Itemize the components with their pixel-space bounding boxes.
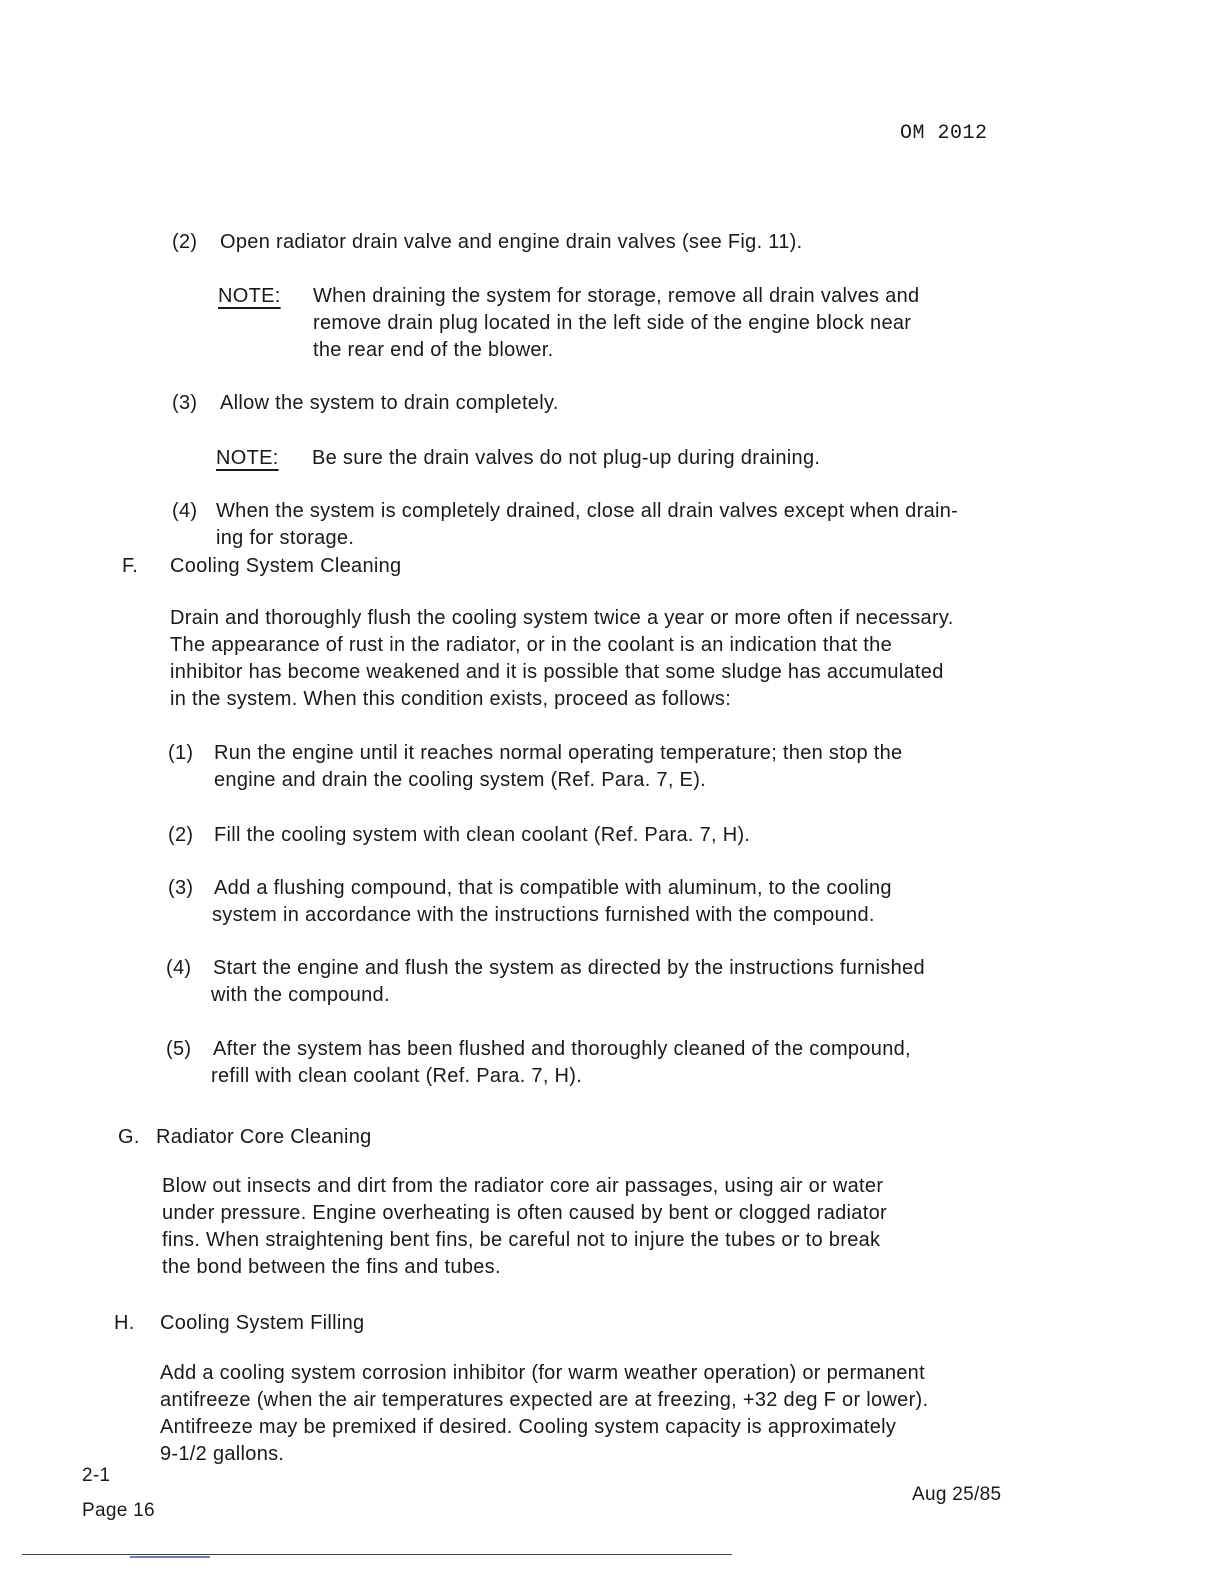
step-f-1 <box>168 740 1068 796</box>
step-number: (3) <box>168 877 194 899</box>
step-text-line: engine and drain the cooling system (Ref. Para. 7, E). <box>214 769 707 791</box>
step-e-4 <box>172 498 1072 554</box>
step-e-3 <box>172 390 1072 420</box>
note-text-line: remove drain plug located in the left side of the engine block near <box>313 312 912 334</box>
step-f-3 <box>168 875 1068 931</box>
step-number: (3) <box>172 392 198 414</box>
note-label: NOTE: <box>218 285 281 307</box>
section-heading-g <box>118 1124 518 1154</box>
step-text-line: with the compound. <box>211 984 390 1006</box>
step-text-line: When the system is completely drained, close all drain valves except when drain- <box>216 500 959 522</box>
bottom-scan-mark <box>130 1556 210 1558</box>
step-text-line: Fill the cooling system with clean coolant (Ref. Para. 7, H). <box>214 824 751 846</box>
note-1 <box>218 283 1078 367</box>
step-text-line: Add a flushing compound, that is compatible with aluminum, to the cooling <box>214 877 892 899</box>
step-number: (4) <box>172 500 198 522</box>
section-title: Cooling System Filling <box>160 1312 365 1334</box>
step-text-line: refill with clean coolant (Ref. Para. 7, H). <box>211 1065 583 1087</box>
step-text-line: After the system has been flushed and thoroughly cleaned of the compound, <box>213 1038 911 1060</box>
step-number: (4) <box>166 957 192 979</box>
paragraph-line: Blow out insects and dirt from the radiator core air passages, using air or water <box>162 1175 884 1197</box>
step-number: (2) <box>172 231 198 253</box>
paragraph-line: The appearance of rust in the radiator, or in the coolant is an indication that the <box>170 634 893 656</box>
note-text-line: Be sure the drain valves do not plug-up during draining. <box>312 447 821 469</box>
paragraph-line: Drain and thoroughly flush the cooling system twice a year or more often if necessary. <box>170 607 954 629</box>
paragraph-line: in the system. When this condition exists, proceed as follows: <box>170 688 732 710</box>
bottom-scan-rule <box>22 1554 732 1555</box>
step-number: (2) <box>168 824 194 846</box>
footer-page-number: Page 16 <box>82 1500 155 1521</box>
step-number: (5) <box>166 1038 192 1060</box>
paragraph-line: 9-1/2 gallons. <box>160 1443 285 1465</box>
note-text-line: the rear end of the blower. <box>313 339 554 361</box>
paragraph-line: antifreeze (when the air temperatures expected are at freezing, +32 deg F or lower). <box>160 1389 929 1411</box>
footer-revision-date: Aug 25/85 <box>912 1484 1002 1505</box>
step-number: (1) <box>168 742 194 764</box>
section-letter: H. <box>114 1312 135 1334</box>
note-2 <box>216 445 1076 475</box>
section-h-paragraph <box>160 1360 1060 1470</box>
step-e-2 <box>172 229 1072 259</box>
section-title: Cooling System Cleaning <box>170 555 402 577</box>
step-f-5 <box>166 1036 1066 1092</box>
paragraph-line: fins. When straightening bent fins, be careful not to injure the tubes or to break <box>162 1229 881 1251</box>
note-text-line: When draining the system for storage, remove all drain valves and <box>313 285 920 307</box>
document-id: OM 2012 <box>900 122 988 145</box>
note-label: NOTE: <box>216 447 279 469</box>
section-letter: F. <box>122 555 139 577</box>
step-text-line: Allow the system to drain completely. <box>220 392 559 414</box>
paragraph-line: inhibitor has become weakened and it is possible that some sludge has accumulated <box>170 661 944 683</box>
section-letter: G. <box>118 1126 140 1148</box>
paragraph-line: Add a cooling system corrosion inhibitor (for warm weather operation) or permanent <box>160 1362 925 1384</box>
section-heading-f <box>122 553 522 583</box>
step-f-4 <box>166 955 1066 1011</box>
paragraph-line: Antifreeze may be premixed if desired. Cooling system capacity is approximately <box>160 1416 897 1438</box>
step-text-line: ing for storage. <box>216 527 355 549</box>
step-text-line: Start the engine and flush the system as directed by the instructions furnished <box>213 957 925 979</box>
section-title: Radiator Core Cleaning <box>156 1126 372 1148</box>
step-text-line: system in accordance with the instructions furnished with the compound. <box>212 904 875 926</box>
step-text-line: Run the engine until it reaches normal operating temperature; then stop the <box>214 742 903 764</box>
section-f-paragraph <box>170 605 1070 715</box>
footer-section-number: 2-1 <box>82 1465 111 1486</box>
paragraph-line: under pressure. Engine overheating is often caused by bent or clogged radiator <box>162 1202 887 1224</box>
step-text-line: Open radiator drain valve and engine drain valves (see Fig. 11). <box>220 231 803 253</box>
step-f-2 <box>168 822 1068 852</box>
section-heading-h <box>114 1310 514 1340</box>
section-g-paragraph <box>162 1173 1062 1283</box>
paragraph-line: the bond between the fins and tubes. <box>162 1256 501 1278</box>
